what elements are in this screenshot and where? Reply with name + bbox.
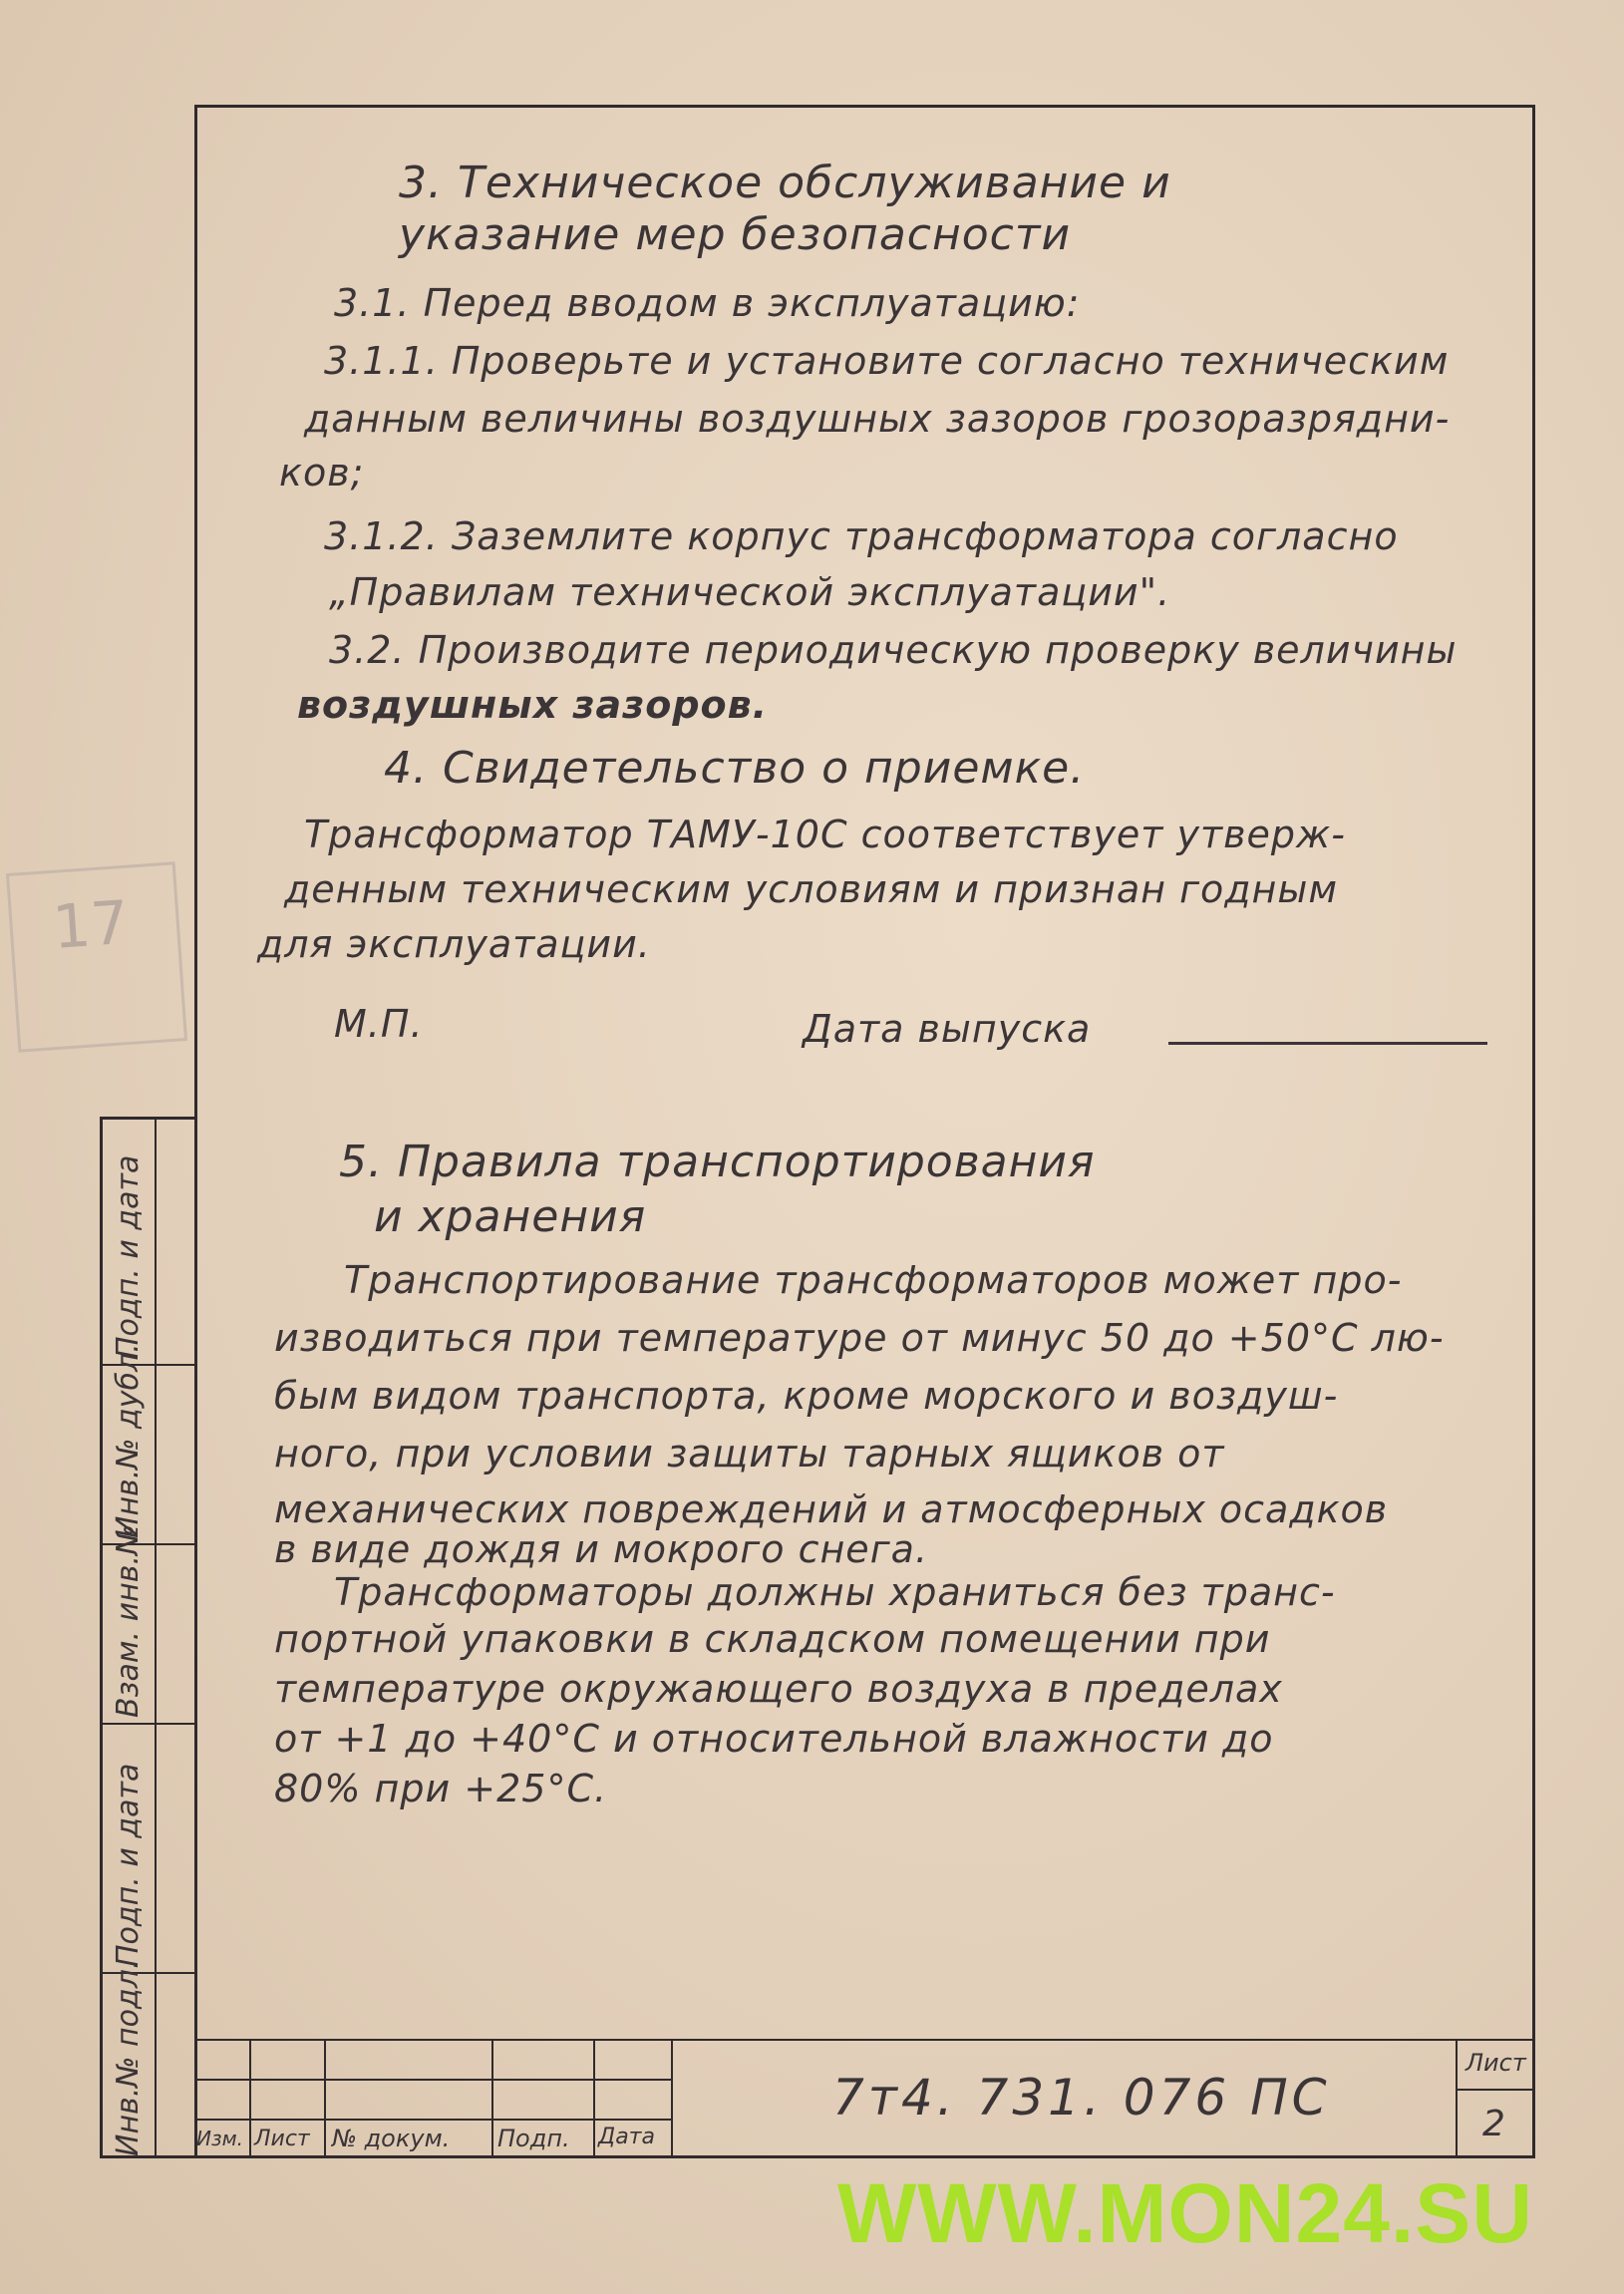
section3-1-2-line2: „Правилам технической эксплуатации". [329, 570, 1171, 614]
section3-1-1-line2: данным величины воздушных зазоров грозоразрядни- [304, 397, 1451, 441]
col-label-list: Лист [254, 2127, 310, 2151]
section5-p2-line2: портной упаковки в складском помещении при [274, 1617, 1271, 1661]
title-block-col-line [324, 2039, 326, 2158]
section3-1-1-line1: 3.1.1. Проверьте и установите согласно техническим [324, 339, 1450, 383]
section3-1: 3.1. Перед вводом в эксплуатацию: [334, 281, 1081, 325]
col-label-date: Дата [598, 2125, 655, 2149]
section5-p2-line1: Трансформаторы должны храниться без транс- [334, 1570, 1336, 1614]
stamp-place-label: М.П. [334, 1002, 424, 1046]
document-code: 7т4. 731. 076 ПС [832, 2069, 1331, 2127]
title-block-row-line [194, 2119, 671, 2121]
title-block-row-line [194, 2079, 671, 2081]
section5-p1-line2: изводиться при температуре от минус 50 до +50°С лю- [274, 1316, 1445, 1360]
section3-2-line2: воздушных зазоров. [297, 683, 769, 727]
side-label-sign-date-1: Подп. и дата [111, 1154, 146, 1359]
side-label-sign-date-2: Подп. и дата [111, 1763, 146, 1967]
section5-p1-line5: механических повреждений и атмосферных осадков [274, 1487, 1389, 1531]
section5-p2-line5: 80% при +25°С. [274, 1767, 608, 1810]
section5-p2-line3: температуре окружающего воздуха в пределах [274, 1667, 1283, 1711]
section4-line2: денным техническим условиям и признан годным [284, 867, 1339, 911]
section4-line1: Трансформатор ТАМУ-10С соответствует утверж- [304, 813, 1346, 856]
section3-1-2-line1: 3.1.2. Заземлите корпус трансформатора согласно [324, 514, 1399, 558]
title-block-col-line [249, 2039, 251, 2158]
side-label-orig-inv: Инв.№ подл. [111, 1959, 146, 2156]
title-block-top-line [194, 2039, 1535, 2041]
title-block-col-line [671, 2039, 673, 2158]
side-label-dup-inv: Инв.№ дубл. [111, 1343, 146, 1538]
section5-p1-line6: в виде дождя и мокрого снега. [274, 1527, 929, 1571]
release-date-field-line [1168, 1042, 1487, 1045]
section3-title-line1: 3. Техническое обслуживание и [399, 158, 1171, 208]
sheet-label: Лист [1465, 2049, 1526, 2077]
section5-title-line1: 5. Правила транспортирования [339, 1137, 1096, 1187]
title-block [194, 2039, 1535, 2158]
title-block-sheet-line [1456, 2089, 1535, 2091]
section3-1-1-line3: ков; [279, 451, 365, 494]
section5-p1-line3: бым видом транспорта, кроме морского и воздуш- [274, 1374, 1339, 1418]
section4-title: 4. Свидетельство о приемке. [384, 743, 1086, 794]
section5-p2-line4: от +1 до +40°С и относительной влажности до [274, 1717, 1274, 1761]
side-signature-strip [100, 1117, 194, 2158]
section5-p1-line1: Транспортирование трансформаторов может про- [344, 1258, 1403, 1302]
release-date-label: Дата выпуска [803, 1007, 1092, 1051]
section3-2-line1: 3.2. Производите периодическую проверку величины [329, 628, 1458, 672]
side-label-replace-inv: Взам. инв.№ [111, 1523, 146, 1718]
site-watermark: WWW.MON24.SU [837, 2166, 1533, 2260]
section3-title-line2: указание мер безопасности [399, 209, 1072, 260]
title-block-col-line [593, 2039, 595, 2158]
section5-title-line2: и хранения [374, 1191, 647, 1242]
section4-line3: для эксплуатации. [257, 922, 651, 966]
col-label-podp: Подп. [497, 2125, 570, 2152]
col-label-izm: Изм. [196, 2127, 244, 2150]
col-label-doc: № докум. [332, 2125, 451, 2152]
title-block-col-line [491, 2039, 493, 2158]
section5-p1-line4: ного, при условии защиты тарных ящиков от [274, 1432, 1225, 1475]
side-strip-row-divider [103, 1723, 197, 1725]
stamp-number: 17 [50, 887, 132, 963]
title-block-col-line [1456, 2039, 1458, 2158]
side-strip-divider [155, 1120, 157, 2155]
sheet-number: 2 [1482, 2104, 1506, 2144]
faded-stamp [6, 861, 187, 1052]
